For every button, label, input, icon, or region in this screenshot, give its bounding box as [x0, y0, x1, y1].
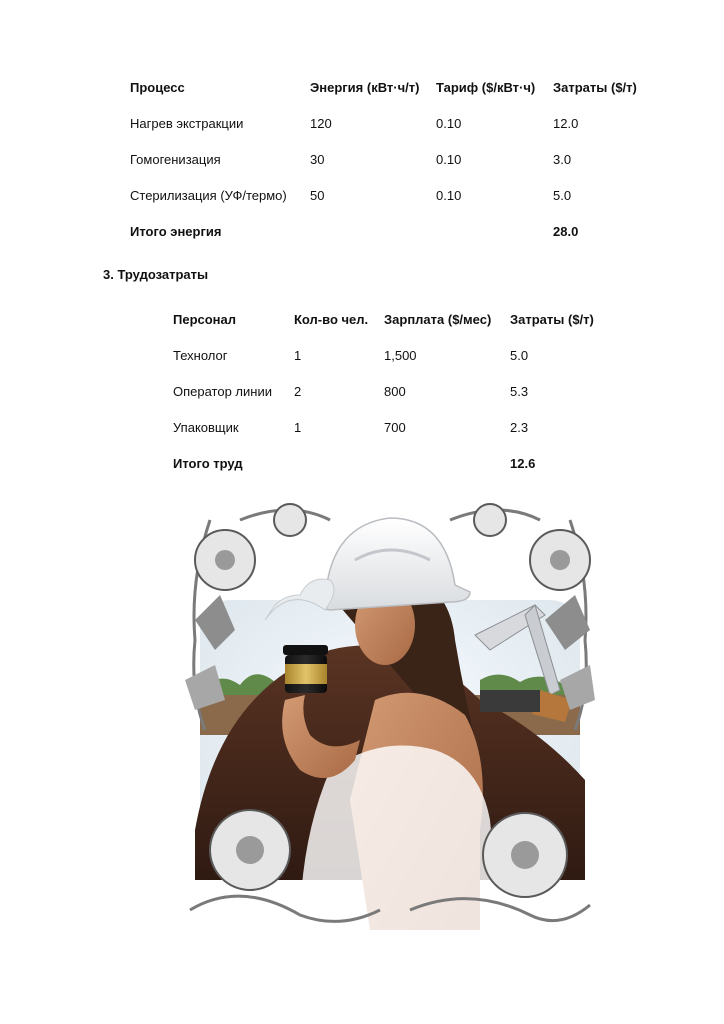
labor-total-value: 12.6: [510, 456, 536, 471]
energy-total-label: Итого энергия: [130, 224, 222, 239]
energy-header-cost: Затраты ($/т): [553, 80, 637, 95]
labor-header-count: Кол-во чел.: [294, 312, 369, 327]
labor-header-salary: Зарплата ($/мес): [384, 312, 492, 327]
energy-cell: 3.0: [553, 152, 572, 167]
labor-cell: 800: [384, 384, 406, 399]
energy-cell: 0.10: [436, 152, 462, 167]
labor-cell: 5.0: [510, 348, 529, 363]
labor-cell: 1,500: [384, 348, 417, 363]
energy-cell: Гомогенизация: [130, 152, 221, 167]
energy-cell: 5.0: [553, 188, 572, 203]
energy-cell: 0.10: [436, 116, 462, 131]
cosmetic-jar: [283, 645, 328, 693]
labor-cell: 2: [294, 384, 302, 399]
illustration: [180, 500, 600, 930]
labor-cell: Технолог: [173, 348, 228, 363]
energy-cell: 50: [310, 188, 325, 203]
energy-total-value: 28.0: [553, 224, 579, 239]
energy-header-process: Процесс: [130, 80, 185, 95]
labor-total-label: Итого труд: [173, 456, 243, 471]
energy-header-tariff: Тариф ($/кВт·ч): [436, 80, 536, 95]
labor-cell: Упаковщик: [173, 420, 239, 435]
labor-cell: 700: [384, 420, 406, 435]
energy-header-energy: Энергия (кВт·ч/т): [310, 80, 420, 95]
illustration-svg: [180, 500, 600, 930]
labor-cell: 5.3: [510, 384, 529, 399]
labor-header-personnel: Персонал: [173, 312, 237, 327]
labor-cell: 2.3: [510, 420, 529, 435]
labor-cell: Оператор линии: [173, 384, 272, 399]
energy-cell: 12.0: [553, 116, 579, 131]
labor-cell: 1: [294, 348, 302, 363]
energy-cell: 0.10: [436, 188, 462, 203]
energy-cell: 30: [310, 152, 325, 167]
section-heading-labor: 3. Трудозатраты: [103, 267, 209, 282]
labor-cell: 1: [294, 420, 302, 435]
labor-header-cost: Затраты ($/т): [510, 312, 594, 327]
hard-hat: [321, 518, 470, 610]
energy-cell: Нагрев экстракции: [130, 116, 244, 131]
energy-cell: 120: [310, 116, 332, 131]
energy-cell: Стерилизация (УФ/термо): [130, 188, 287, 203]
